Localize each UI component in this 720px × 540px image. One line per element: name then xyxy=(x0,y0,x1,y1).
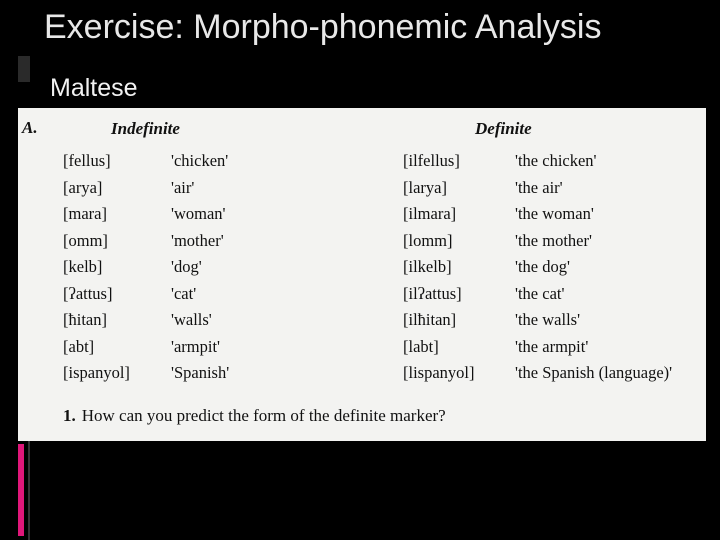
indefinite-gloss: 'armpit' xyxy=(171,336,221,356)
definite-gloss: 'the armpit' xyxy=(515,336,589,356)
indefinite-gloss: 'cat' xyxy=(171,283,197,303)
question-number: 1. xyxy=(63,406,76,425)
definite-gloss: 'the air' xyxy=(515,177,563,197)
exercise-label: A. xyxy=(22,118,38,137)
definite-form: [lomm] xyxy=(403,230,453,250)
indefinite-form: [kelb] xyxy=(63,257,103,276)
indefinite-gloss: 'chicken' xyxy=(171,151,229,170)
indefinite-form: [arya] xyxy=(63,177,103,197)
definite-form: [ilħitan] xyxy=(403,310,457,329)
scanned-exercise-image xyxy=(18,108,706,441)
definite-gloss: 'the Spanish (language)' xyxy=(515,363,673,382)
definite-header: Definite xyxy=(475,119,532,138)
indefinite-form: [mara] xyxy=(63,204,107,223)
pink-accent-bar xyxy=(18,444,24,536)
definite-gloss: 'the woman' xyxy=(515,204,594,223)
indefinite-form: [ispanyol] xyxy=(63,363,130,382)
indefinite-form: [ħitan] xyxy=(63,310,107,329)
indefinite-gloss: 'air' xyxy=(171,177,195,197)
indefinite-gloss: 'Spanish' xyxy=(171,363,230,382)
definite-gloss: 'the mother' xyxy=(515,230,592,250)
definite-form: [lispanyol] xyxy=(403,363,475,382)
definite-form: [larya] xyxy=(403,177,447,197)
title-accent-block xyxy=(18,56,30,82)
indefinite-gloss: 'woman' xyxy=(171,204,226,223)
definite-form: [labt] xyxy=(403,336,439,356)
indefinite-gloss: 'dog' xyxy=(171,257,202,276)
definite-gloss: 'the chicken' xyxy=(515,151,597,170)
definite-gloss: 'the walls' xyxy=(515,310,581,329)
indefinite-gloss: 'mother' xyxy=(171,230,224,250)
slide-subtitle: Maltese xyxy=(50,74,138,102)
indefinite-header: Indefinite xyxy=(111,119,180,138)
indefinite-gloss: 'walls' xyxy=(171,310,212,329)
definite-gloss: 'the dog' xyxy=(515,257,570,276)
indefinite-form: [omm] xyxy=(63,230,108,250)
slide-title: Exercise: Morpho-phonemic Analysis xyxy=(44,8,602,46)
question-text: How can you predict the form of the definite marker? xyxy=(81,406,446,425)
definite-form: [ilmara] xyxy=(403,204,457,223)
exercise-question xyxy=(63,406,446,426)
indefinite-form: [ʔattus] xyxy=(63,283,113,303)
definite-gloss: 'the cat' xyxy=(515,283,565,303)
definite-form: [ilʔattus] xyxy=(403,283,462,303)
indefinite-form: [abt] xyxy=(63,336,95,356)
definite-form: [ilkelb] xyxy=(403,257,452,276)
indefinite-form: [fellus] xyxy=(63,151,111,170)
definite-form: [ilfellus] xyxy=(403,151,460,170)
